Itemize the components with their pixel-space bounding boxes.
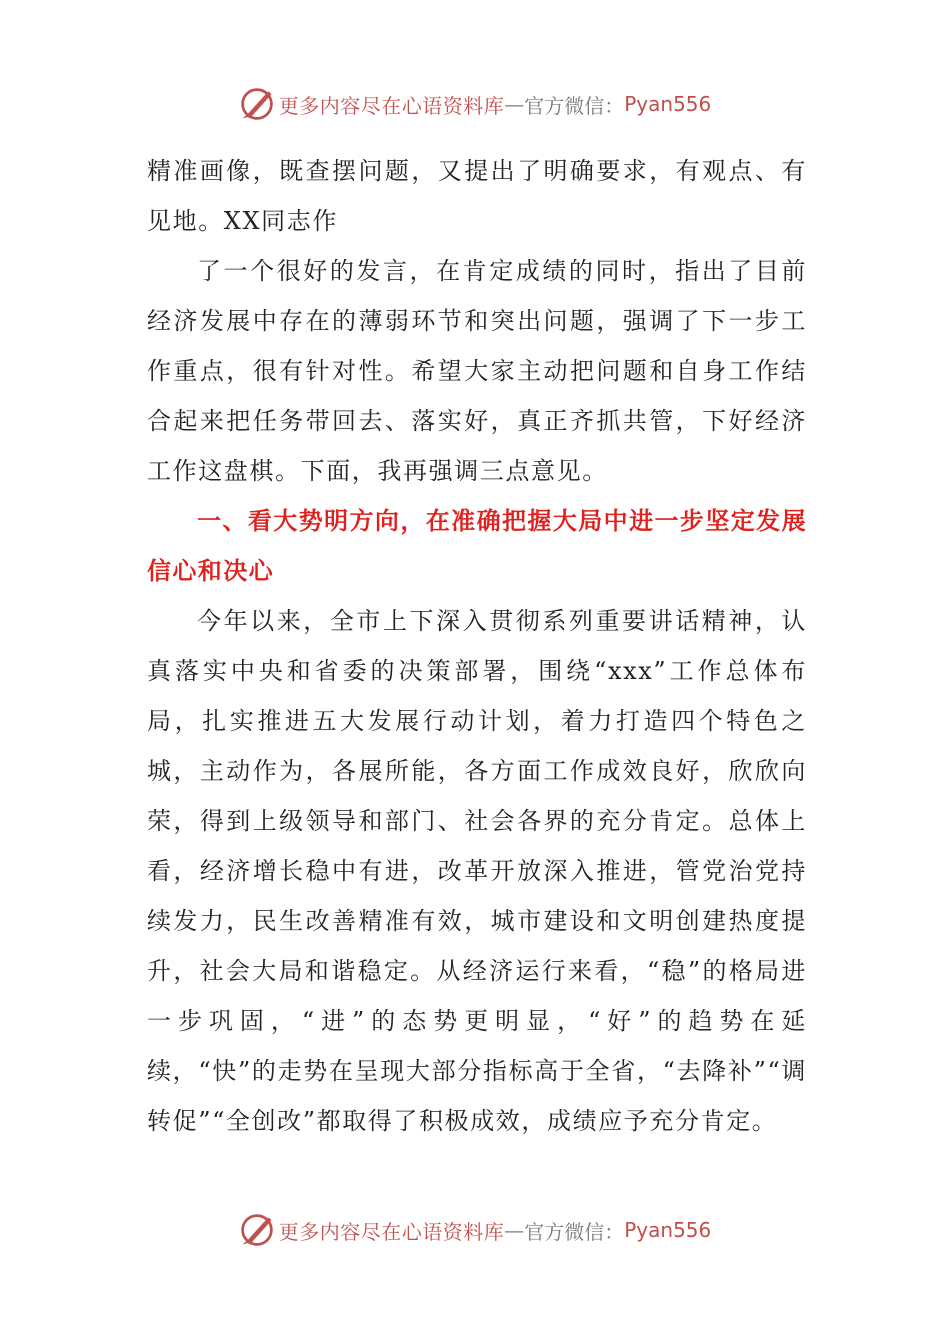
document-body [147,146,807,1146]
paragraph-1: 精准画像，既查摆问题，又提出了明确要求，有观点、有见地。XX同志作 [147,157,807,235]
footer-banner [0,1208,950,1252]
pen-logo-icon [239,86,275,122]
banner-wechat-id: Pyan556 [624,1218,712,1242]
banner-separator: — [504,92,525,116]
paragraph-3: 今年以来，全市上下深入贯彻系列重要讲话精神，认真落实中央和省委的决策部署，围绕“xxx”工作总体布局，扎实推进五大发展行动计划，着力打造四个特色之城，主动作为，各展所能，各方面工作成效良好，欣欣向荣，得到上级领导和部门、社会各界的充分肯定。总体上看，经济增长稳中有进，改革开放深入推进，管党治党持续发力，民生改善精准有效，城市建设和文明创建热度提升，社会大局和谐稳定。从经济运行来看，“稳”的格局进一步巩固，“进”的态势更明显，“好”的趋势在延续，“快”的走势在呈现大部分指标高于全省，“去降补”“调转促”“全创改”都取得了积极成效，成绩应予充分肯定。 [147,607,807,1135]
banner-text: 更多内容尽在心语资料库 [278,1219,505,1244]
banner-separator: — [504,1218,525,1242]
pen-logo-icon [239,1212,275,1248]
banner-label: 官方微信： [524,93,625,118]
banner-label: 官方微信： [524,1219,625,1244]
paragraph-2: 了一个很好的发言，在肯定成绩的同时，指出了目前经济发展中存在的薄弱环节和突出问题，强调了下一步工作重点，很有针对性。希望大家主动把问题和自身工作结合起来把任务带回去、落实好，真正齐抓共管，下好经济工作这盘棋。下面，我再强调三点意见。 [147,257,807,485]
banner-wechat-id: Pyan556 [624,92,712,116]
section-heading: 一、看大势明方向，在准确把握大局中进一步坚定发展信心和决心 [147,507,807,585]
banner-text: 更多内容尽在心语资料库 [278,93,505,118]
header-banner [0,82,950,126]
